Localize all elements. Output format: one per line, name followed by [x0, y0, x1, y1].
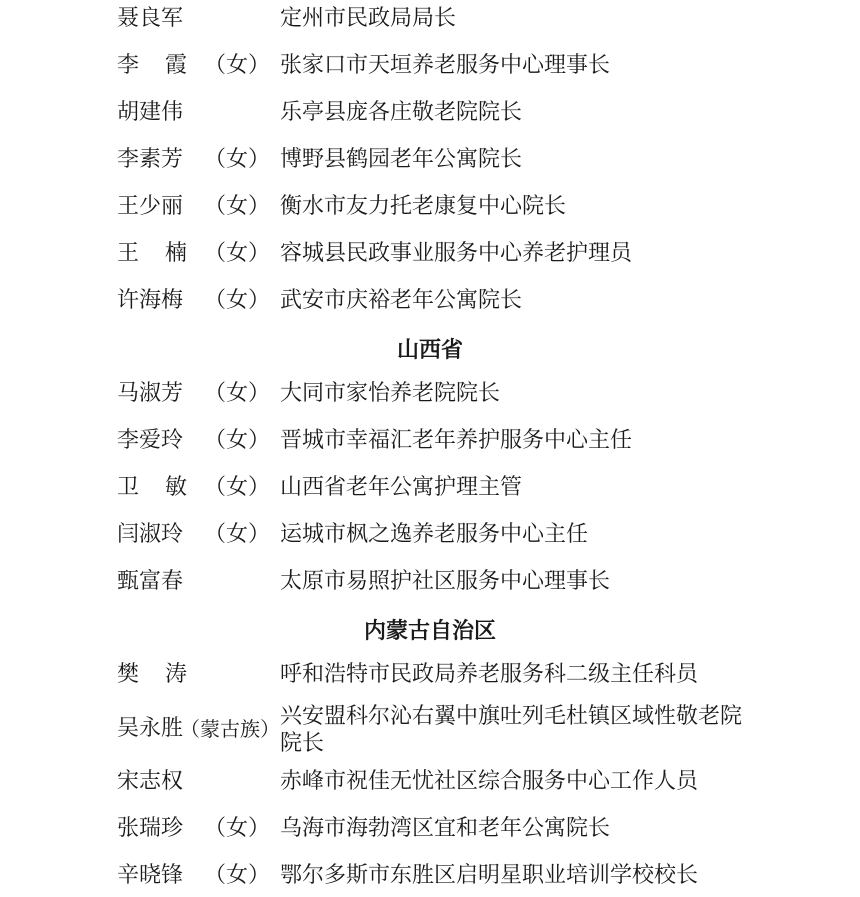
person-title: 定州市民政局局长 [280, 6, 457, 31]
person-title: 乐亭县庞各庄敬老院院长 [280, 100, 523, 125]
person-name: 辛晓锋 [117, 863, 184, 888]
person-name: 闫淑玲 [117, 522, 184, 547]
person-note: （女） [204, 863, 271, 888]
person-note: （女） [204, 428, 271, 453]
person-name: 张瑞珍 [117, 816, 184, 841]
person-name: 马淑芳 [117, 381, 184, 406]
person-name: 胡建伟 [117, 100, 184, 125]
person-name: 甄富春 [117, 569, 184, 594]
person-note: （女） [204, 475, 271, 500]
person-name: 宋志权 [117, 769, 184, 794]
person-title: 太原市易照护社区服务中心理事长 [280, 569, 611, 594]
person-name: 李素芳 [117, 147, 184, 172]
person-title: 赤峰市祝佳无忧社区综合服务中心工作人员 [280, 769, 699, 794]
person-title: 山西省老年公寓护理主管 [280, 475, 523, 500]
person-title: 鄂尔多斯市东胜区启明星职业培训学校校长 [280, 863, 699, 888]
person-title: 呼和浩特市民政局养老服务科二级主任科员 [280, 662, 699, 687]
person-name: 卫敏 [117, 475, 214, 500]
section-heading-neimenggu: 内蒙古自治区 [363, 619, 496, 644]
person-title: 晋城市幸福汇老年养护服务中心主任 [280, 428, 633, 453]
person-name: 吴永胜 [117, 716, 184, 741]
person-title: 容城县民政事业服务中心养老护理员 [280, 241, 633, 266]
person-note: （女） [204, 381, 271, 406]
person-name: 王楠 [117, 241, 214, 266]
person-name: 许海梅 [117, 288, 184, 313]
person-title: 运城市枫之逸养老服务中心主任 [280, 522, 589, 547]
person-title: 博野县鹤园老年公寓院长 [280, 147, 523, 172]
person-title: 衡水市友力托老康复中心院长 [280, 194, 567, 219]
person-title: 武安市庆裕老年公寓院长 [280, 288, 523, 313]
person-note: （女） [204, 522, 271, 547]
person-name: 王少丽 [117, 194, 184, 219]
person-name: 李霞 [117, 53, 214, 78]
person-note: （女） [204, 147, 271, 172]
person-name: 聂良军 [117, 6, 184, 31]
person-note: （女） [204, 194, 271, 219]
person-title: 兴安盟科尔沁右翼中旗吐列毛杜镇区域性敬老院院长 [280, 704, 743, 756]
section-heading-shanxi: 山西省 [396, 338, 463, 363]
person-note: （女） [204, 816, 271, 841]
person-note: （女） [204, 288, 271, 313]
person-note: （女） [204, 241, 271, 266]
person-title: 张家口市天垣养老服务中心理事长 [280, 53, 611, 78]
person-note: （女） [204, 53, 271, 78]
person-name: 樊涛 [117, 662, 214, 687]
person-name: 李爱玲 [117, 428, 184, 453]
person-title: 大同市家怡养老院院长 [280, 381, 501, 406]
person-note: （蒙古族） [180, 717, 280, 741]
person-title: 乌海市海勃湾区宜和老年公寓院长 [280, 816, 611, 841]
